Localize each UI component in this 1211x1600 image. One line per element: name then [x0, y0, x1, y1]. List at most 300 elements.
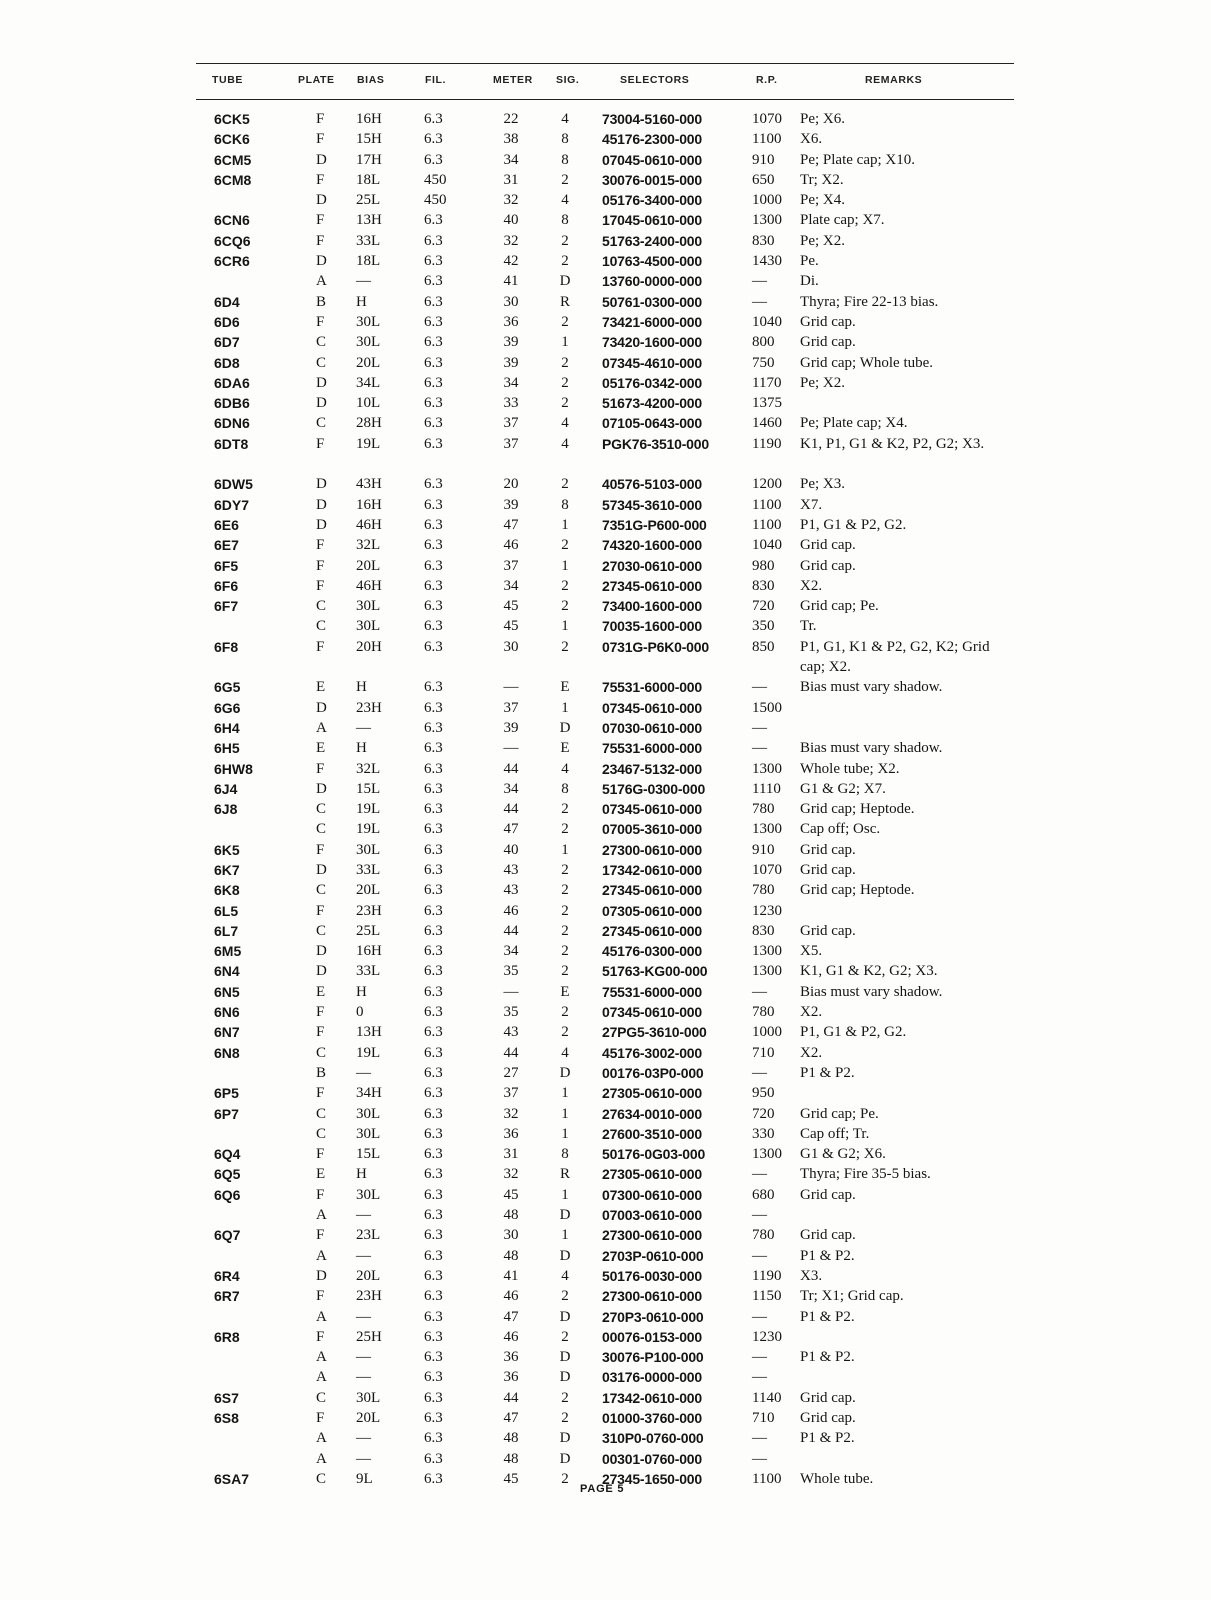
bias-cell: 10L	[356, 395, 381, 412]
sig-cell: 2	[561, 882, 569, 899]
meter-cell: 34	[503, 780, 519, 797]
sig-cell: 2	[561, 1389, 569, 1406]
sig-cell: 1	[561, 699, 569, 716]
fil-cell: 6.3	[424, 922, 443, 939]
meter-cell: 36	[503, 1125, 519, 1142]
rp-cell: 910	[752, 841, 775, 858]
sig-cell: 1	[561, 1227, 569, 1244]
plate-cell: A	[316, 1349, 327, 1366]
rp-cell: 780	[752, 882, 775, 899]
bias-cell: 34H	[356, 1085, 382, 1102]
meter-cell: —	[503, 679, 519, 696]
tube-cell: 6D8	[214, 354, 240, 371]
bias-cell: 30L	[356, 1389, 381, 1406]
plate-cell: A	[316, 1450, 327, 1467]
selector-cell: 73004-5160-000	[602, 111, 702, 127]
meter-cell: 35	[503, 1004, 519, 1021]
meter-cell: 34	[503, 374, 519, 391]
fil-cell: 6.3	[424, 354, 443, 371]
fil-cell: 6.3	[424, 1328, 443, 1345]
sig-cell: 4	[561, 760, 569, 777]
plate-cell: F	[316, 1328, 325, 1345]
bias-cell: 23H	[356, 902, 382, 919]
sig-cell: E	[560, 983, 570, 1000]
rp-cell: 1500	[752, 699, 782, 716]
bias-cell: 16H	[356, 111, 382, 127]
table-row	[0, 1225, 1211, 1245]
table-row	[0, 961, 1211, 981]
table-row	[0, 1022, 1211, 1042]
bias-cell: —	[356, 273, 371, 290]
meter-cell: 35	[503, 963, 519, 980]
sig-cell: D	[559, 273, 571, 290]
header-sig: SIG.	[556, 74, 580, 86]
tube-cell: 6E7	[214, 537, 239, 554]
sig-cell: 1	[561, 1085, 569, 1102]
rp-cell: 980	[752, 557, 775, 574]
meter-cell: 34	[503, 151, 519, 168]
selector-cell: 5176G-0300-000	[602, 780, 706, 797]
sig-cell: 2	[561, 313, 569, 330]
selector-cell: 270P3-0610-000	[602, 1308, 704, 1325]
tube-cell: 6DT8	[214, 435, 249, 452]
table-row	[0, 1002, 1211, 1022]
bias-cell: 0	[356, 1004, 364, 1021]
rp-cell: 1100	[752, 1470, 782, 1487]
table-row	[0, 210, 1211, 230]
rp-cell: 830	[752, 577, 775, 594]
tube-cell: 6K5	[214, 841, 240, 858]
meter-cell: 37	[503, 699, 519, 716]
selector-cell: 00301-0760-000	[602, 1450, 702, 1467]
plate-cell: D	[316, 374, 327, 391]
remarks-cell: Pe; X2.	[800, 374, 845, 391]
remarks-cell: Bias must vary shadow.	[800, 983, 943, 1000]
sig-cell: D	[559, 719, 571, 736]
meter-cell: 48	[503, 1430, 519, 1447]
rp-cell: —	[752, 1430, 767, 1447]
table-row	[0, 1347, 1211, 1367]
sig-cell: 2	[561, 374, 569, 391]
fil-cell: 6.3	[424, 963, 443, 980]
fil-cell: 6.3	[424, 1125, 443, 1142]
bias-cell: 16H	[356, 496, 382, 513]
plate-cell: D	[316, 861, 327, 878]
rp-cell: 710	[752, 1044, 775, 1061]
selector-cell: 70035-1600-000	[602, 618, 702, 635]
bias-cell: H	[356, 740, 367, 757]
rp-cell: 1070	[752, 861, 782, 878]
remarks-cell: Grid cap.	[800, 1186, 856, 1203]
table-row	[0, 556, 1211, 576]
table-row	[0, 373, 1211, 393]
selector-cell: 23467-5132-000	[602, 760, 702, 777]
remarks-cell: Whole tube.	[800, 1470, 874, 1487]
bias-cell: 20L	[356, 882, 381, 899]
remarks-cell: Pe; X6.	[800, 111, 845, 127]
rp-cell: 910	[752, 151, 775, 168]
table-row	[0, 1104, 1211, 1124]
plate-cell: E	[316, 740, 326, 757]
table-row	[0, 1428, 1211, 1448]
tube-cell: 6CM8	[214, 171, 252, 188]
remarks-cell: P1 & P2.	[800, 1430, 855, 1447]
tube-cell: 6CQ6	[214, 232, 251, 249]
table-row	[0, 1327, 1211, 1347]
remarks-cell: Grid cap.	[800, 1389, 856, 1406]
bias-cell: 30L	[356, 618, 381, 635]
fil-cell: 6.3	[424, 618, 443, 635]
rp-cell: —	[752, 1207, 767, 1224]
tube-cell: 6N6	[214, 1004, 240, 1021]
table-row	[0, 353, 1211, 373]
sig-cell: 8	[561, 131, 569, 148]
sig-cell: 2	[561, 902, 569, 919]
plate-cell: B	[316, 1064, 327, 1081]
meter-cell: 47	[503, 1308, 519, 1325]
table-row	[0, 982, 1211, 1002]
tube-cell: 6Q7	[214, 1227, 241, 1244]
sig-cell: 2	[561, 1328, 569, 1345]
tube-cell: 6CR6	[214, 253, 250, 270]
plate-cell: D	[316, 699, 327, 716]
selector-cell: 27300-0610-000	[602, 841, 702, 858]
table-row	[0, 1367, 1211, 1387]
sig-cell: E	[560, 679, 570, 696]
plate-cell: F	[316, 1288, 325, 1305]
sig-cell: 2	[561, 577, 569, 594]
table-row	[0, 170, 1211, 190]
table-row	[0, 190, 1211, 210]
remarks-cell: G1 & G2; X7.	[800, 780, 886, 797]
remarks-cell: X2.	[800, 577, 823, 594]
bias-cell: 32L	[356, 760, 381, 777]
plate-cell: E	[316, 679, 326, 696]
rp-cell: 1110	[752, 780, 781, 797]
meter-cell: 47	[503, 1410, 519, 1426]
table-row	[0, 109, 1211, 129]
table-row	[0, 880, 1211, 900]
fil-cell: 6.3	[424, 598, 443, 615]
sig-cell: 1	[561, 516, 569, 533]
table-row	[0, 901, 1211, 921]
bias-cell: 15L	[356, 780, 381, 797]
rp-cell: —	[752, 1369, 767, 1386]
sig-cell: 1	[561, 618, 569, 635]
selector-cell: 27345-0610-000	[602, 922, 702, 939]
selector-cell: 27300-0610-000	[602, 1227, 702, 1244]
sig-cell: 2	[561, 1004, 569, 1021]
table-row	[0, 677, 1211, 697]
rp-cell: —	[752, 1349, 767, 1366]
fil-cell: 6.3	[424, 1450, 443, 1467]
meter-cell: 42	[503, 253, 519, 270]
header-fil: FIL.	[425, 74, 447, 86]
fil-cell: 6.3	[424, 232, 443, 249]
bias-cell: 30L	[356, 841, 381, 858]
fil-cell: 6.3	[424, 861, 443, 878]
plate-cell: F	[316, 1227, 325, 1244]
rp-cell: —	[752, 293, 767, 310]
plate-cell: F	[316, 902, 325, 919]
selector-cell: 27345-0610-000	[602, 577, 702, 594]
rp-cell: 750	[752, 354, 775, 371]
meter-cell: 40	[503, 841, 519, 858]
sig-cell: E	[560, 740, 570, 757]
tube-cell: 6G5	[214, 679, 241, 696]
plate-cell: A	[316, 1247, 327, 1264]
remarks-cell: Grid cap.	[800, 557, 856, 574]
fil-cell: 6.3	[424, 719, 443, 736]
rp-cell: 1100	[752, 516, 782, 533]
bias-cell: 33L	[356, 232, 381, 249]
header-remarks: REMARKS	[865, 74, 923, 86]
tube-cell: 6N5	[214, 983, 240, 1000]
remarks-cell: Pe; X3.	[800, 476, 845, 493]
table-row	[0, 332, 1211, 352]
meter-cell: 43	[503, 861, 519, 878]
selector-cell: 0731G-P6K0-000	[602, 638, 709, 655]
rp-cell: 830	[752, 922, 775, 939]
rp-cell: 1300	[752, 212, 782, 229]
tube-cell: 6J4	[214, 780, 238, 797]
bias-cell: 32L	[356, 537, 381, 554]
meter-cell: 44	[503, 801, 519, 818]
bias-cell: 34L	[356, 374, 381, 391]
sig-cell: 1	[561, 557, 569, 574]
table-row	[0, 1205, 1211, 1225]
plate-cell: F	[316, 232, 325, 249]
plate-cell: A	[316, 719, 327, 736]
plate-cell: E	[316, 1166, 326, 1183]
table-row	[0, 434, 1211, 475]
meter-cell: 32	[503, 192, 519, 209]
fil-cell: 6.3	[424, 1247, 443, 1264]
selector-cell: 10763-4500-000	[602, 253, 702, 270]
sig-cell: 8	[561, 212, 569, 229]
plate-cell: F	[316, 313, 325, 330]
plate-cell: A	[316, 1207, 327, 1224]
fil-cell: 450	[424, 192, 447, 209]
sig-cell: 1	[561, 841, 569, 858]
tube-cell: 6D6	[214, 313, 240, 330]
remarks-cell: X5.	[800, 943, 823, 960]
fil-cell: 6.3	[424, 801, 443, 818]
meter-cell: 44	[503, 1044, 519, 1061]
bias-cell: 18L	[356, 253, 381, 270]
rp-cell: 780	[752, 1004, 775, 1021]
table-row	[0, 231, 1211, 251]
remarks-cell: G1 & G2; X6.	[800, 1146, 886, 1163]
tube-cell: 6L5	[214, 902, 239, 919]
sig-cell: 8	[561, 151, 569, 168]
tube-cell: 6P7	[214, 1105, 239, 1122]
bias-cell: 13H	[356, 212, 382, 229]
rp-cell: 1460	[752, 415, 782, 432]
plate-cell: C	[316, 1470, 327, 1487]
sig-cell: 2	[561, 861, 569, 878]
plate-cell: A	[316, 1369, 327, 1386]
selector-cell: 07300-0610-000	[602, 1186, 702, 1203]
rp-cell: 800	[752, 334, 775, 351]
bias-cell: 30L	[356, 598, 381, 615]
table-row	[0, 840, 1211, 860]
tube-cell: 6DA6	[214, 374, 250, 391]
meter-cell: 48	[503, 1247, 519, 1264]
table-row	[0, 616, 1211, 636]
sig-cell: D	[559, 1349, 571, 1366]
rp-cell: 1000	[752, 1024, 782, 1041]
fil-cell: 6.3	[424, 638, 443, 655]
fil-cell: 6.3	[424, 496, 443, 513]
meter-cell: 48	[503, 1450, 519, 1467]
plate-cell: F	[316, 435, 325, 452]
selector-cell: 51763-KG00-000	[602, 963, 708, 980]
fil-cell: 6.3	[424, 1288, 443, 1305]
fil-cell: 6.3	[424, 1064, 443, 1081]
fil-cell: 6.3	[424, 212, 443, 229]
selector-cell: 27030-0610-000	[602, 557, 702, 574]
bias-cell: —	[356, 1430, 371, 1447]
meter-cell: 44	[503, 1389, 519, 1406]
plate-cell: F	[316, 131, 325, 148]
selector-cell: 01000-3760-000	[602, 1410, 702, 1426]
table-row	[0, 1449, 1211, 1469]
bias-cell: 30L	[356, 334, 381, 351]
meter-cell: 41	[503, 273, 519, 290]
table-row	[0, 1246, 1211, 1266]
bias-cell: 28H	[356, 415, 382, 432]
meter-cell: 39	[503, 354, 519, 371]
table-row	[0, 1043, 1211, 1063]
sig-cell: 1	[561, 1105, 569, 1122]
plate-cell: F	[316, 1024, 325, 1041]
remarks-cell: Thyra; Fire 22-13 bias.	[800, 293, 939, 310]
rp-cell: 780	[752, 801, 775, 818]
meter-cell: 34	[503, 943, 519, 960]
table-row	[0, 596, 1211, 616]
fil-cell: 6.3	[424, 740, 443, 757]
tube-cell: 6DN6	[214, 415, 250, 432]
plate-cell: C	[316, 1125, 327, 1142]
meter-cell: 36	[503, 313, 519, 330]
meter-cell: 30	[503, 638, 519, 655]
remarks-cell: Grid cap; Pe.	[800, 598, 879, 615]
sig-cell: 2	[561, 354, 569, 371]
rp-cell: —	[752, 1247, 767, 1264]
sig-cell: 2	[561, 395, 569, 412]
remarks-cell: P1, G1 & P2, G2.	[800, 516, 907, 533]
tube-cell: 6M5	[214, 943, 242, 960]
tube-cell: 6R7	[214, 1288, 240, 1305]
table-row	[0, 819, 1211, 839]
plate-cell: A	[316, 273, 327, 290]
bias-cell: —	[356, 1349, 371, 1366]
plate-cell: F	[316, 760, 325, 777]
tube-cell: 6K7	[214, 861, 240, 878]
meter-cell: 41	[503, 1267, 519, 1284]
plate-cell: B	[316, 293, 327, 310]
header-meter: METER	[493, 74, 533, 86]
remarks-cell: Grid cap.	[800, 537, 856, 554]
header-plate: PLATE	[298, 74, 335, 86]
table-row	[0, 576, 1211, 596]
selector-cell: 27345-1650-000	[602, 1470, 702, 1487]
remarks-cell: P1 & P2.	[800, 1247, 855, 1264]
bias-cell: 25H	[356, 1328, 382, 1345]
selector-cell: 07345-4610-000	[602, 354, 702, 371]
plate-cell: D	[316, 476, 327, 493]
selector-cell: 27600-3510-000	[602, 1125, 702, 1142]
plate-cell: C	[316, 922, 327, 939]
sig-cell: 2	[561, 232, 569, 249]
bias-cell: 30L	[356, 313, 381, 330]
rp-cell: 1140	[752, 1389, 782, 1406]
bias-cell: 18L	[356, 171, 381, 188]
plate-cell: C	[316, 1044, 327, 1061]
meter-cell: 39	[503, 719, 519, 736]
plate-cell: A	[316, 1308, 327, 1325]
fil-cell: 6.3	[424, 293, 443, 310]
bias-cell: 20L	[356, 557, 381, 574]
meter-cell: 27	[503, 1064, 519, 1081]
table-row	[0, 1164, 1211, 1184]
fil-cell: 6.3	[424, 577, 443, 594]
bias-cell: —	[356, 1308, 371, 1325]
meter-cell: 48	[503, 1207, 519, 1224]
meter-cell: 47	[503, 516, 519, 533]
selector-cell: 27305-0610-000	[602, 1166, 702, 1183]
fil-cell: 6.3	[424, 1186, 443, 1203]
selector-cell: 03176-0000-000	[602, 1369, 702, 1386]
tube-cell: 6R4	[214, 1267, 240, 1284]
bias-cell: H	[356, 983, 367, 1000]
selector-cell: 07305-0610-000	[602, 902, 702, 919]
table-row	[0, 860, 1211, 880]
rp-cell: 1100	[752, 496, 782, 513]
fil-cell: 6.3	[424, 902, 443, 919]
meter-cell: 46	[503, 1328, 519, 1345]
sig-cell: D	[559, 1207, 571, 1224]
sig-cell: R	[559, 1166, 570, 1183]
meter-cell: 31	[503, 1146, 519, 1163]
rp-cell: 1300	[752, 943, 782, 960]
sig-cell: 8	[561, 496, 569, 513]
plate-cell: C	[316, 1105, 327, 1122]
table-row	[0, 1388, 1211, 1408]
table-row	[0, 271, 1211, 291]
table-row	[0, 738, 1211, 758]
rp-cell: 650	[752, 171, 775, 188]
sig-cell: D	[559, 1450, 571, 1467]
meter-cell: 46	[503, 1288, 519, 1305]
plate-cell: F	[316, 1004, 325, 1021]
plate-cell: D	[316, 516, 327, 533]
sig-cell: 4	[561, 1044, 569, 1061]
plate-cell: C	[316, 882, 327, 899]
fil-cell: 450	[424, 171, 447, 188]
fil-cell: 6.3	[424, 679, 443, 696]
meter-cell: 30	[503, 293, 519, 310]
rp-cell: 1430	[752, 253, 782, 270]
tube-cell: 6Q4	[214, 1146, 241, 1163]
remarks-cell: X7.	[800, 496, 823, 513]
sig-cell: 2	[561, 638, 569, 655]
plate-cell: C	[316, 598, 327, 615]
sig-cell: 8	[561, 780, 569, 797]
meter-cell: 47	[503, 821, 519, 838]
selector-cell: 2703P-0610-000	[602, 1247, 704, 1264]
